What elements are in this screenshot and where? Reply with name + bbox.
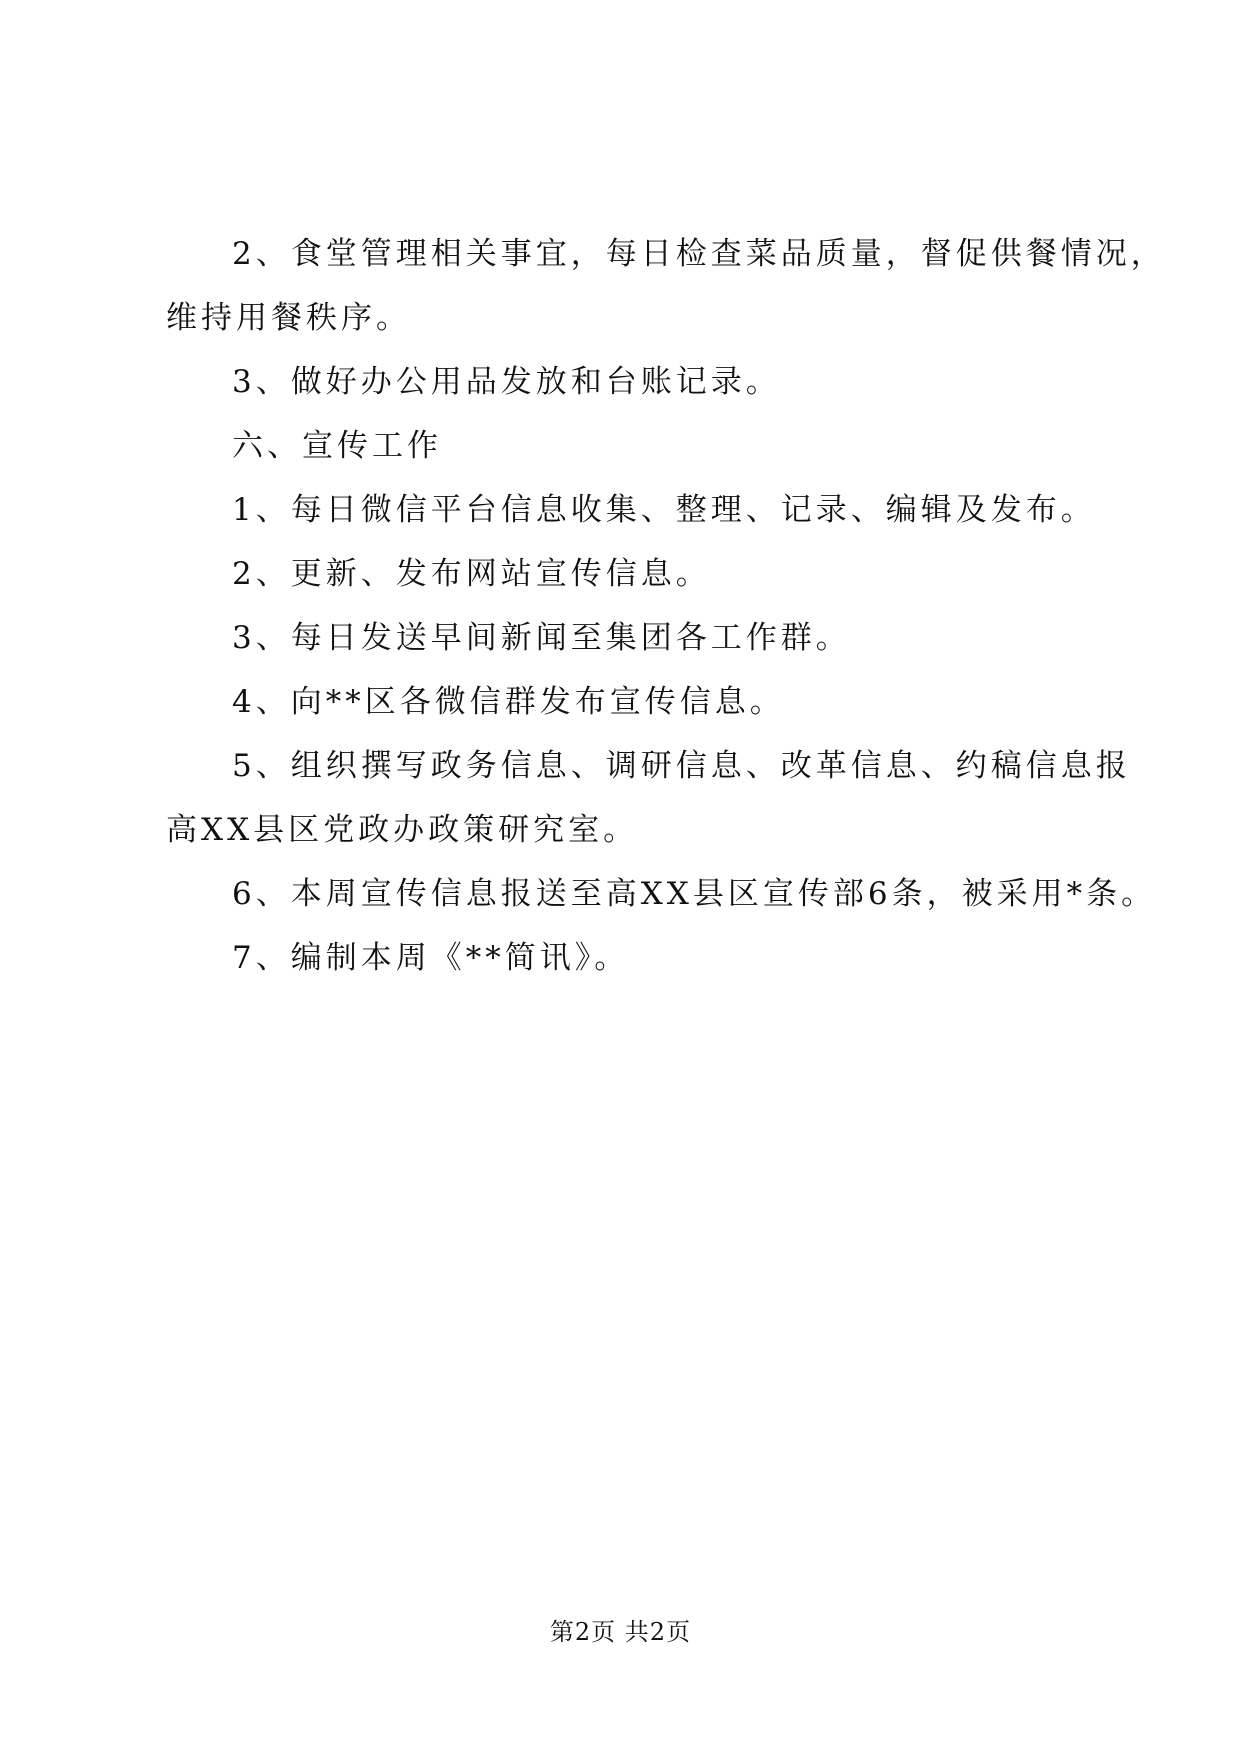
- paragraph-item-1-wechat-platform: 1、每日微信平台信息收集、整理、记录、编辑及发布。: [232, 492, 1096, 528]
- paragraph-item-6-weekly-reports: 6、本周宣传信息报送至高XX县区宣传部6条，被采用*条。: [232, 876, 1157, 912]
- paragraph-item-3-morning-news: 3、每日发送早间新闻至集团各工作群。: [232, 620, 851, 656]
- paragraph-item-2-canteen: 2、食堂管理相关事宜，每日检查菜品质量，督促供餐情况，: [232, 236, 1166, 272]
- page-number-footer: 第2页 共2页: [549, 1618, 692, 1646]
- paragraph-item-2-website: 2、更新、发布网站宣传信息。: [232, 556, 711, 592]
- paragraph-item-5-government-info-continued: 高XX县区党政办政策研究室。: [166, 812, 639, 848]
- paragraph-item-7-newsletter: 7、编制本周《**简讯》。: [232, 940, 630, 976]
- paragraph-item-3-office-supplies: 3、做好办公用品发放和台账记录。: [232, 364, 781, 400]
- paragraph-item-4-wechat-groups: 4、向**区各微信群发布宣传信息。: [232, 684, 785, 720]
- paragraph-item-2-canteen-continued: 维持用餐秩序。: [166, 300, 411, 336]
- paragraph-item-5-government-info: 5、组织撰写政务信息、调研信息、改革信息、约稿信息报: [232, 748, 1131, 784]
- section-heading-publicity: 六、宣传工作: [232, 428, 442, 464]
- document-body: [166, 222, 1166, 990]
